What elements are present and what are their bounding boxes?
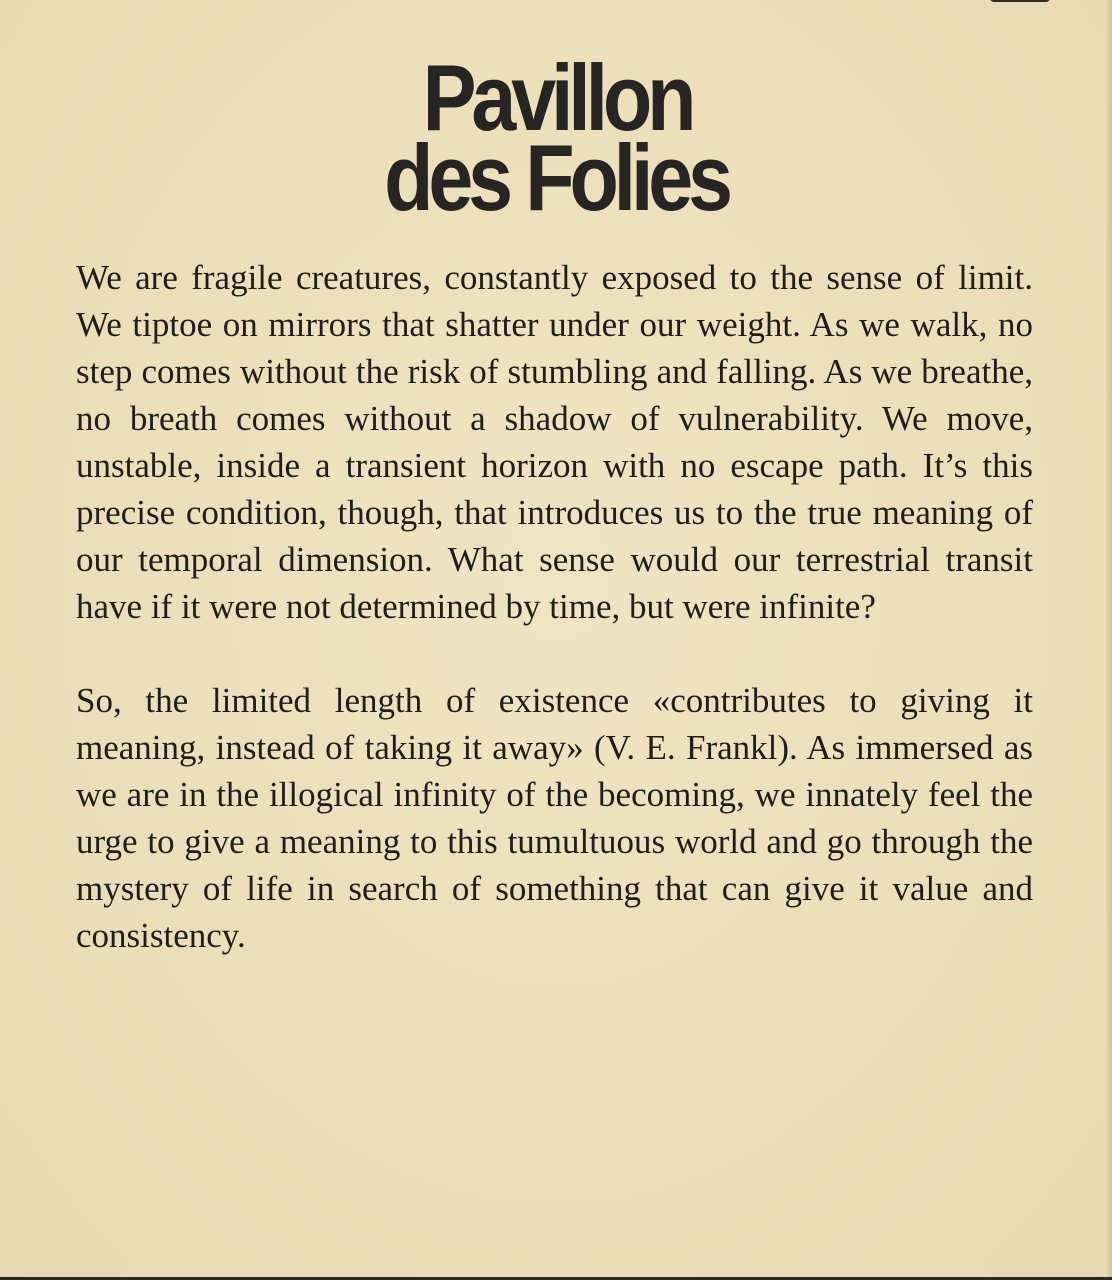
title-line-2: des Folies: [384, 125, 728, 230]
corner-mark: [990, 0, 1050, 2]
paragraph-1: We are fragile creatures, constantly exposed to the sense of limit. We tiptoe on mirrors that shatter under our weight. As we walk, no step comes without the risk of stumbling and falling. As we breathe, no breath comes without a shadow of vulnerability. We move, unstable, inside a transient horizon with no escape path. It’s this precise condition, though, that introduces us to the true meaning of our temporal dimension. What sense would our terrestrial transit have if it were not determined by time, but were infinite?: [76, 258, 1033, 626]
page-edge-shadow: [1106, 0, 1112, 1280]
title-line-1: Pavillon: [422, 45, 692, 150]
article-body: [76, 254, 1033, 959]
paragraph-2: So, the limited length of existence «contributes to giving it meaning, instead of taking it away» (V. E. Frankl). As immersed as we are in the illogical infinity of the becoming, we innately feel the urge to give a meaning to this tumultuous world and go through the mystery of life in search of something that can give it value and consistency.: [76, 681, 1033, 955]
page-title: [0, 45, 1112, 230]
